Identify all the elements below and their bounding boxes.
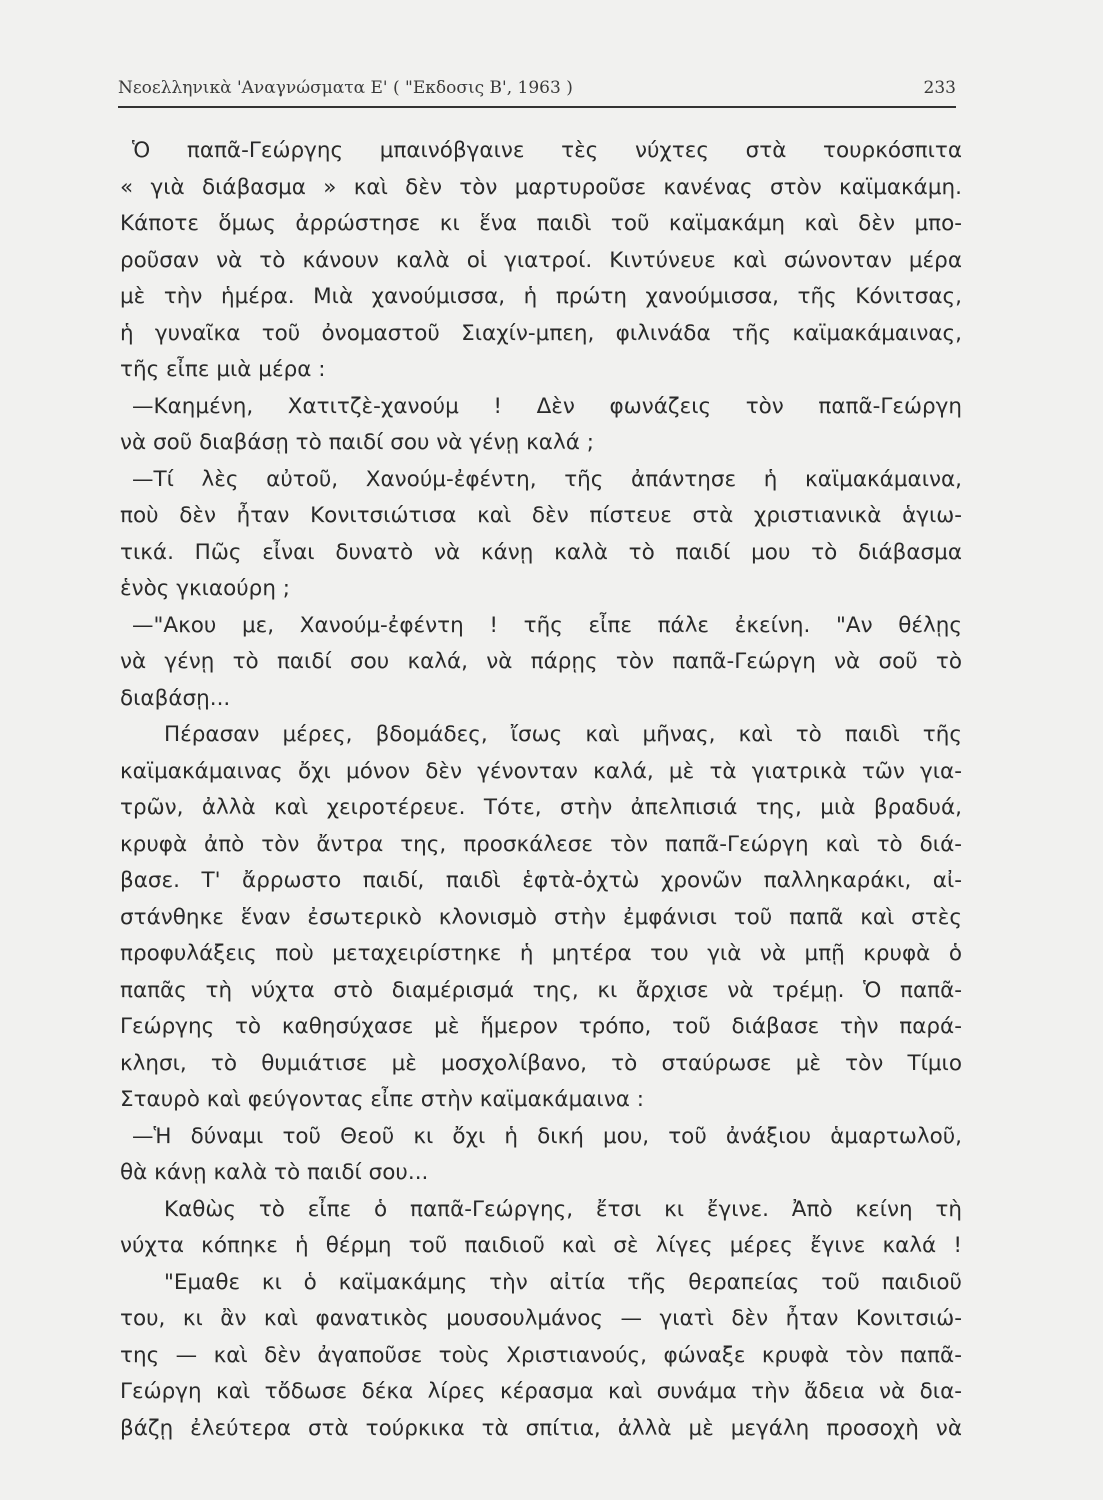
running-title: Νεοελληνικὰ 'Αναγνώσματα Ε' ( "Εκδοσις Β', 1963 ) (118, 78, 573, 98)
text-line: βάζῃ ἐλεύτερα στὰ τούρκικα τὰ σπίτια, ἀλλὰ μὲ μεγάλη προσοχὴ νὰ (120, 1415, 962, 1441)
text-line: Πέρασαν μέρες, βδομάδες, ἴσως καὶ μῆνας, καὶ τὸ παιδὶ τῆς (164, 722, 962, 747)
running-header (118, 72, 956, 108)
text-line: —Τί λὲς αὐτοῦ, Χανούμ-ἐφέντη, τῆς ἀπάντησε ἡ καϊμακάμαινα, (132, 466, 962, 492)
text-line: —Καημένη, Χατιτζὲ-χανούμ ! Δὲν φωνάζεις τὸν παπᾶ-Γεώργη (132, 393, 962, 419)
text-line: ἡ γυναῖκα τοῦ ὀνομαστοῦ Σιαχίν-μπεη, φιλινάδα τῆς καϊμακάμαινας, (120, 320, 962, 346)
text-line: τῆς εἶπε μιὰ μέρα : (120, 357, 326, 382)
text-line: Κάποτε ὅμως ἀρρώστησε κι ἕνα παιδὶ τοῦ καϊμακάμη καὶ δὲν μπο- (120, 211, 962, 236)
text-line: νὰ γένῃ τὸ παιδί σου καλά, νὰ πάρῃς τὸν παπᾶ-Γεώργη νὰ σοῦ τὸ (120, 649, 962, 674)
text-line: Ὁ παπᾶ-Γεώργης μπαινόβγαινε τὲς νύχτες στὰ τουρκόσπιτα (132, 138, 962, 163)
text-line: Γεώργης τὸ καθησύχασε μὲ ἥμερον τρόπο, τοῦ διάβασε τὴν παρά- (120, 1014, 962, 1039)
text-line: του, κι ἂν καὶ φανατικὸς μουσουλμάνος — γιατὶ δὲν ἦταν Κονιτσιώ- (120, 1306, 962, 1331)
text-line: ποὺ δὲν ἦταν Κονιτσιώτισα καὶ δὲν πίστευε στὰ χριστιανικὰ ἁγιω- (120, 503, 962, 528)
text-line: κρυφὰ ἀπὸ τὸν ἄντρα της, προσκάλεσε τὸν παπᾶ-Γεώργη καὶ τὸ διά- (120, 831, 962, 857)
text-line: στάνθηκε ἕναν ἐσωτερικὸ κλονισμὸ στὴν ἐμφάνισι τοῦ παπᾶ καὶ στὲς (120, 904, 962, 930)
text-line: νύχτα κόπηκε ἡ θέρμη τοῦ παιδιοῦ καὶ σὲ λίγες μέρες ἔγινε καλά ! (120, 1233, 962, 1258)
text-line: καϊμακάμαινας ὄχι μόνον δὲν γένονταν καλά, μὲ τὰ γιατρικὰ τῶν για- (120, 758, 962, 784)
text-line: διαβάσῃ... (120, 685, 231, 711)
text-line: « γιὰ διάβασμα » καὶ δὲν τὸν μαρτυροῦσε κανένας στὸν καϊμακάμη. (120, 174, 962, 200)
text-line: τικά. Πῶς εἶναι δυνατὸ νὰ κάνῃ καλὰ τὸ παιδί μου τὸ διάβασμα (120, 539, 962, 565)
text-line: τρῶν, ἀλλὰ καὶ χειροτέρευε. Τότε, στὴν ἀπελπισιά της, μιὰ βραδυά, (120, 795, 962, 820)
text-line: προφυλάξεις ποὺ μεταχειρίστηκε ἡ μητέρα του γιὰ νὰ μπῇ κρυφὰ ὁ (120, 941, 962, 966)
text-line: παπᾶς τὴ νύχτα στὸ διαμέρισμά της, κι ἄρχισε νὰ τρέμῃ. Ὁ παπᾶ- (120, 977, 962, 1003)
text-line: νὰ σοῦ διαβάσῃ τὸ παιδί σου νὰ γένῃ καλά ; (120, 430, 594, 455)
text-line: Καθὼς τὸ εἶπε ὁ παπᾶ-Γεώργης, ἔτσι κι ἔγινε. Ἀπὸ κείνη τὴ (164, 1196, 962, 1222)
text-line: ροῦσαν νὰ τὸ κάνουν καλὰ οἱ γιατροί. Κιντύνευε καὶ σώνονταν μέρα (120, 247, 962, 273)
text-line: κλησι, τὸ θυμιάτισε μὲ μοσχολίβανο, τὸ σταύρωσε μὲ τὸν Τίμιο (120, 1050, 962, 1076)
text-line: Σταυρὸ καὶ φεύγοντας εἶπε στὴν καϊμακάμαινα : (120, 1087, 644, 1112)
text-line: βασε. Τ' ἄρρωστο παιδί, παιδὶ ἑφτὰ-ὀχτὼ χρονῶν παλληκαράκι, αἰ- (120, 868, 962, 893)
text-line: "Εμαθε κι ὁ καϊμακάμης τὴν αἰτία τῆς θεραπείας τοῦ παιδιοῦ (164, 1269, 962, 1295)
text-line: της — καὶ δὲν ἀγαποῦσε τοὺς Χριστιανούς, φώναξε κρυφὰ τὸν παπᾶ- (120, 1342, 962, 1368)
body-text (120, 133, 962, 1447)
text-line: ἑνὸς γκιαούρη ; (120, 576, 291, 601)
page-number: 233 (923, 78, 956, 98)
text-line: μὲ τὴν ἡμέρα. Μιὰ χανούμισσα, ἡ πρώτη χανούμισσα, τῆς Κόνιτσας, (120, 284, 962, 309)
text-line: θὰ κάνῃ καλὰ τὸ παιδί σου... (120, 1160, 429, 1185)
text-line: —"Ακου με, Χανούμ-ἐφέντη ! τῆς εἶπε πάλε ἐκείνη. "Αν θέλῃς (132, 612, 962, 638)
text-line: —Ἡ δύναμι τοῦ Θεοῦ κι ὄχι ἡ δική μου, τοῦ ἀνάξιου ἁμαρτωλοῦ, (132, 1123, 962, 1149)
text-line: Γεώργη καὶ τὄδωσε δέκα λίρες κέρασμα καὶ συνάμα τὴν ἄδεια νὰ δια- (120, 1379, 962, 1404)
